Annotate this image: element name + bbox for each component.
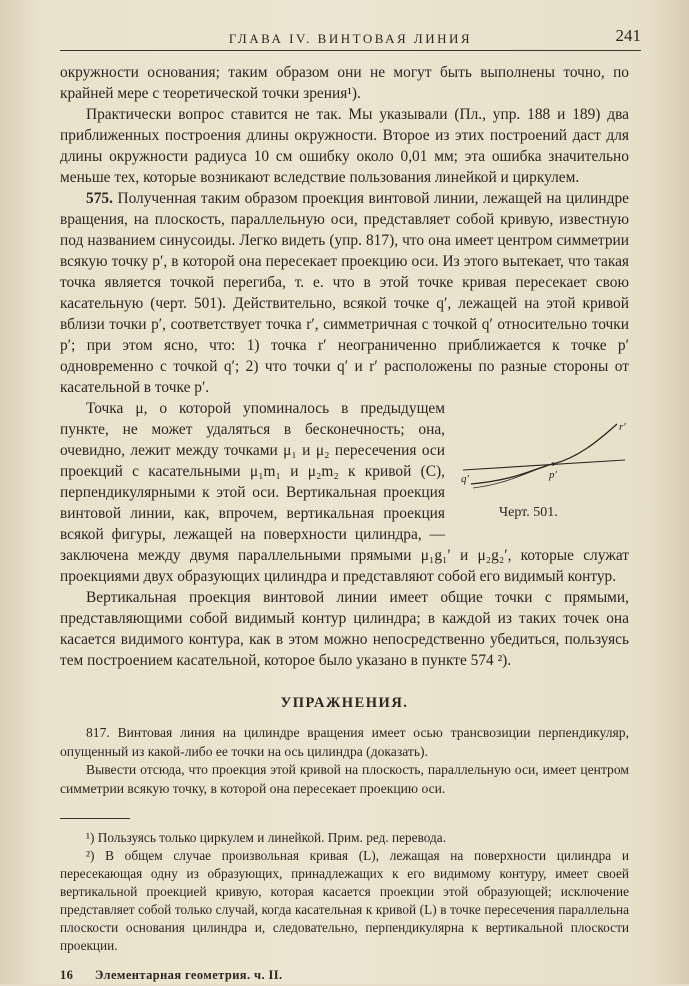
exercise-817: 817. Винтовая линия на цилиндре вращения имеет осью трансвозиции перпендикуляр, опущенный из какой-либо ее точки на ось цилиндра (доказать). xyxy=(60,725,629,759)
sheet-number: 16 xyxy=(60,968,74,983)
footnote-2: ²) В общем случае произвольная кривая (L), лежащая на поверхности цилиндра и пересекающая одну из образующих, принадлежащих к его видимому контуру, имеет своей вертикальной проекцией кривую, которая касается проекции этой образующей; исключение представляет собой только случай, когда касательная к кривой (L) в точке пересечения параллельна плоскости основания цилиндра и, следовательно, перпендикулярна к вертикальной плоскости проекции. xyxy=(60,848,629,954)
figure-label-p: p′ xyxy=(549,469,557,481)
paragraph-575-text: Полученная таким образом проекция винтовой линии, лежащей на цилиндре вращения, на плоскость, параллельную оси, представляет собой кривую, известную под названием синусоиды. Легко видеть (упр. 817), что она имеет центром симметрии всякую точку p′, в которой она пересекает проекцию оси. Из этого вытекает, что такая точка является точкой перегиба, т. е. что в этой точке кривая пересекает свою касательную (черт. 501). Действительно, всякой точке q′, лежащей на этой кривой вблизи точки p′, соответствует точка r′, симметричная с точкой q′ относительно точки p′; при этом ясно, что: 1) точка r′ неограниченно приближается к точке p′ одновременно с точкой q′; 2) что точки q′ и r′ расположены по разные стороны от касательной в точке p′. xyxy=(60,190,629,396)
figure-caption: Черт. 501. xyxy=(499,505,558,520)
figure-label-q: q′ xyxy=(461,473,469,485)
paragraph-5: Вертикальная проекция винтовой линии имеет общие точки с прямыми, представляющими собой видимый контур цилиндра; в каждой из таких точек она касается видимого контура, как в этом можно непосредственно убедиться, пользуясь тем построением касательной, которое было указано в пункте 574 ²). xyxy=(60,589,629,669)
figure-point-p xyxy=(551,462,554,465)
footnote-divider xyxy=(60,818,130,819)
page-header xyxy=(60,28,641,51)
exercises-title: УПРАЖНЕНИЯ. xyxy=(280,695,409,711)
paragraph-575 xyxy=(60,188,629,398)
page-number: 241 xyxy=(615,26,641,45)
figure-501 xyxy=(457,402,629,524)
printer-signature xyxy=(60,965,629,986)
footnote-1: ¹) Пользуясь только циркулем и линейкой. Прим. ред. перевода. xyxy=(86,830,447,846)
book-title-signature: Элементарная геометрия. ч. II. xyxy=(94,968,283,983)
figure-tangent-line xyxy=(463,460,625,470)
section-number: 575. xyxy=(86,190,113,207)
paragraph-2: Практически вопрос ставится не так. Мы указывали (Пл., упр. 188 и 189) два приближенных построения длины окружности. Второе из этих построений даст для длины окружности радиуса 10 см ошибку около 0,01 мм; эта ошибка значительно меньше тех, которые возникают вследствие пользования линейкой и циркулем. xyxy=(60,106,629,186)
exercise-817-continuation: Вывести отсюда, что проекция этой кривой на плоскость, параллельную оси, имеет центром симметрии всякую точку, в которой она пересекает проекцию оси. xyxy=(60,762,629,796)
figure-curve xyxy=(471,424,617,484)
running-title: ГЛАВА IV. ВИНТОВАЯ ЛИНИЯ xyxy=(228,31,473,46)
exercises-block xyxy=(60,724,629,798)
figure-label-r: r′ xyxy=(619,421,626,433)
footnotes xyxy=(60,829,629,955)
main-text xyxy=(60,62,629,986)
paragraph-4: Точка μ, о которой упоминалось в предыдущем пункте, не может удаляться в бесконечность; она, очевидно, лежит между точками μ₁ и μ₂ пересечения оси проекций с касательными μ₁m₁ и μ₂m₂ к кривой (C), перпендикулярными к этой оси. Вертикальная проекция винтовой линии, как, впрочем, вертикальная проекция всякой фигуры, лежащей на поверхности цилиндра, — заключена между двумя параллельными прямыми μ₁g₁′ и μ₂g₂′, которые служат проекциями двух образующих цилиндра и представляют собой его видимый контур. xyxy=(60,400,629,585)
paragraph-1: окружности основания; таким образом они не могут быть выполнены точно, по крайней мере с теоретической точки зрения¹). xyxy=(60,64,629,102)
